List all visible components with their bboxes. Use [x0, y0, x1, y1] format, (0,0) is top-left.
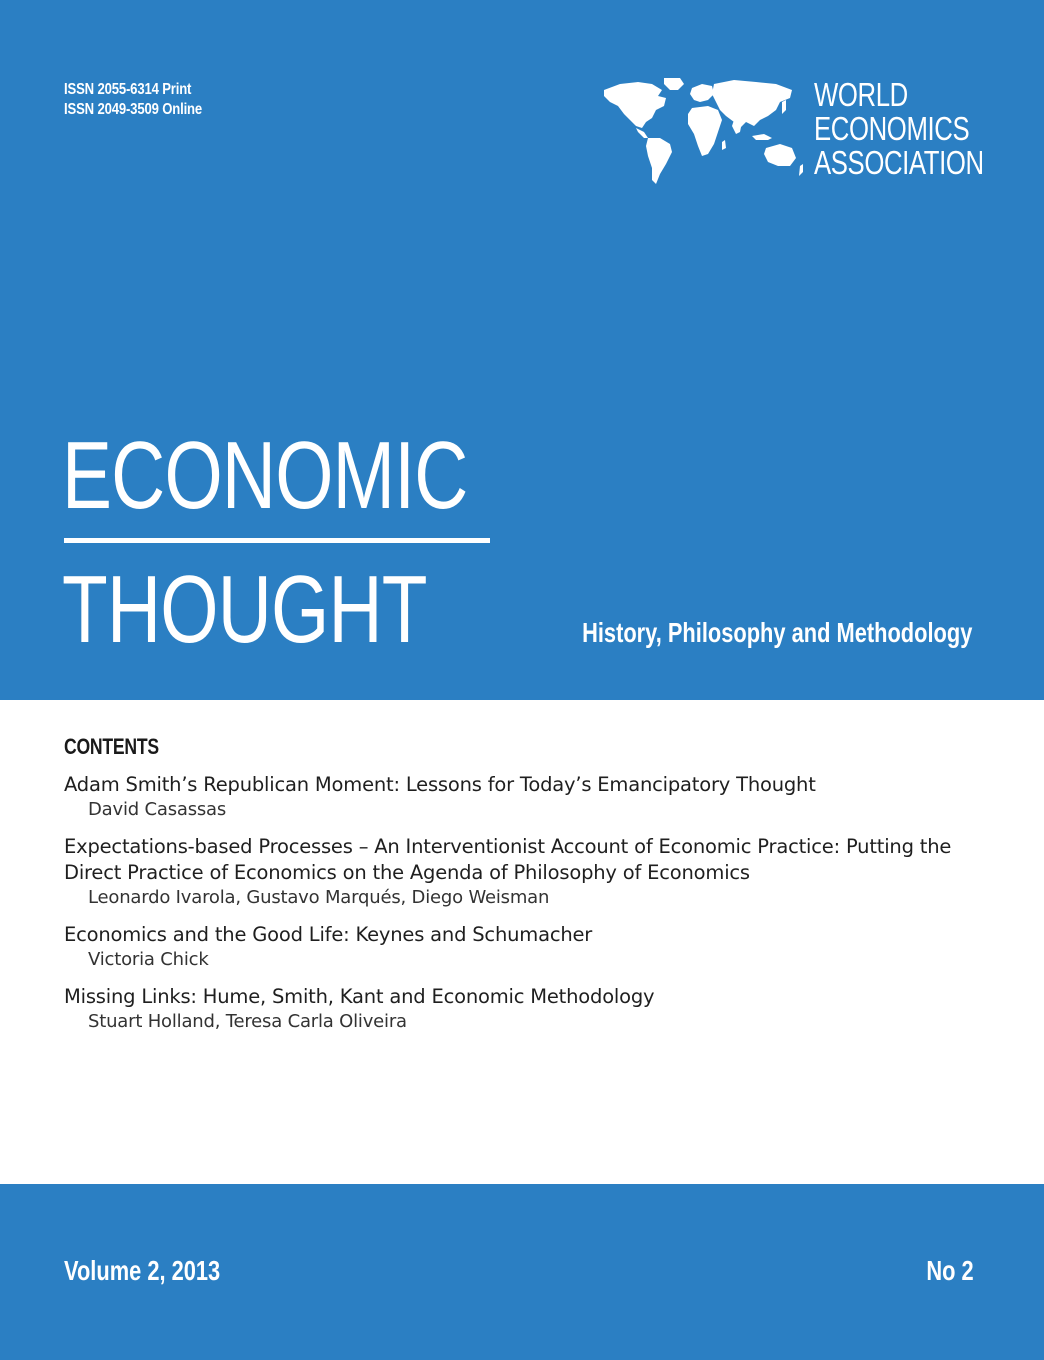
title-divider	[64, 538, 490, 543]
journal-title-line2: THOUGHT	[62, 556, 427, 663]
issn-block	[64, 80, 202, 120]
toc-entry	[64, 834, 984, 910]
journal-subtitle: History, Philosophy and Methodology	[581, 617, 972, 648]
issn-print: ISSN 2055-6314 Print	[64, 81, 192, 98]
publisher-name-line2: ECONOMICS	[814, 110, 970, 147]
issue-number: No 2	[926, 1255, 974, 1286]
toc-entry-authors: Victoria Chick	[88, 949, 209, 970]
publisher-name	[814, 78, 984, 180]
toc-entry-authors: Leonardo Ivarola, Gustavo Marqués, Diego Weisman	[88, 887, 550, 908]
volume-label: Volume 2, 2013	[64, 1255, 221, 1286]
toc-entry-title: Adam Smith’s Republican Moment: Lessons for Today’s Emancipatory Thought	[64, 773, 816, 796]
toc-entry	[64, 772, 984, 822]
toc-entry	[64, 984, 984, 1034]
toc-entry-title: Economics and the Good Life: Keynes and Schumacher	[64, 923, 593, 946]
toc-entry-title: Expectations-based Processes – An Interventionist Account of Economic Practice: Putting the Direct Practice of Economics on the Agenda of Philosophy of Economics	[64, 835, 952, 884]
contents-heading: CONTENTS	[64, 734, 159, 759]
publisher-name-line3: ASSOCIATION	[814, 144, 984, 181]
issn-online: ISSN 2049-3509 Online	[64, 101, 203, 118]
publisher-name-line1: WORLD	[814, 76, 908, 113]
toc-entry-title: Missing Links: Hume, Smith, Kant and Economic Methodology	[64, 985, 655, 1008]
world-map-icon	[600, 76, 805, 186]
toc-entry-authors: David Casassas	[88, 799, 227, 820]
table-of-contents	[64, 734, 984, 1046]
publisher-logo	[600, 76, 984, 186]
toc-entry	[64, 922, 984, 972]
journal-title-line1: ECONOMIC	[62, 422, 468, 529]
toc-entry-authors: Stuart Holland, Teresa Carla Oliveira	[88, 1011, 407, 1032]
